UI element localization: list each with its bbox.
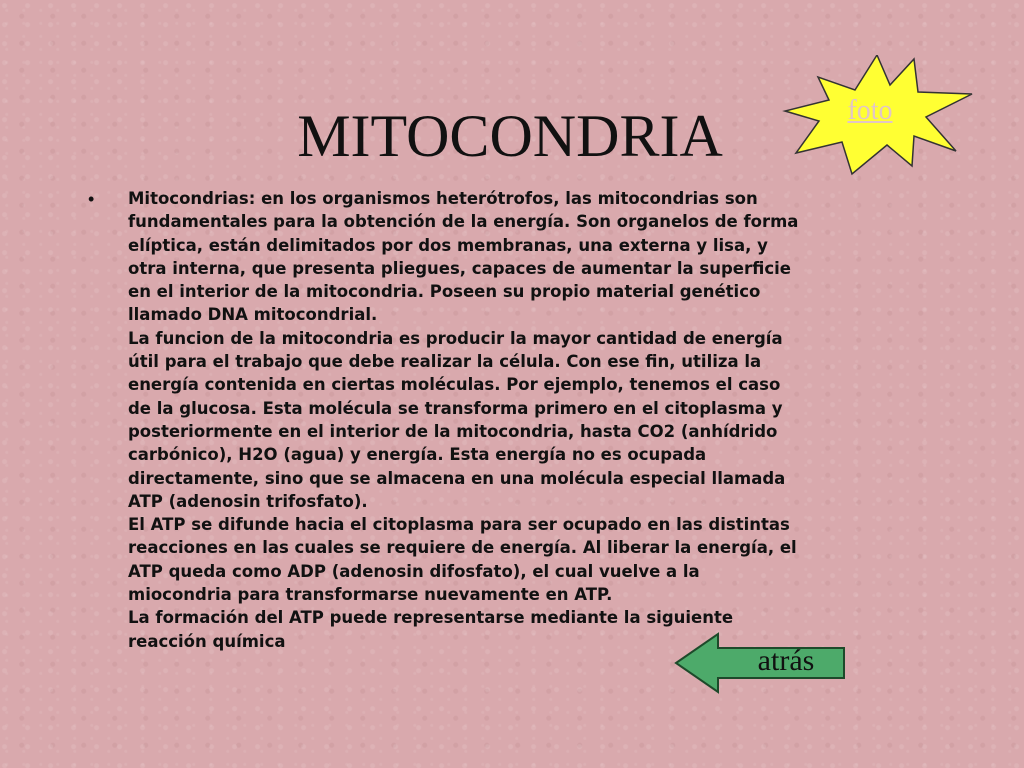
foto-link[interactable] (780, 55, 976, 180)
body-paragraph: Mitocondrias: en los organismos heterótrofos, las mitocondrias son fundamentales para la obtención de la energía. Son organelos de forma elíptica, están delimitados por dos membranas, una externa y lisa, y otra interna, que presenta pliegues, capaces de aumentar la superficie en el interior de la mitocondria. Poseen su propio material genético llamado DNA mitocondrial. La funcion de la mitocondria es producir la mayor cantidad de energía útil para el trabajo que debe realizar la célula. Con ese fin, utiliza la energía contenida en ciertas moléculas. Por ejemplo, tenemos el caso de la glucosa. Esta molécula se transforma primero en el citoplasma y posteriormente en el interior de la mitocondria, hasta CO2 (anhídrido carbónico), H2O (agua) y energía. Esta energía no es ocupada directamente, sino que se almacena en una molécula especial llamada ATP (adenosin trifosfato). El ATP se difunde hacia el citoplasma para ser ocupado en las distintas reacciones en las cuales se requiere de energía. Al liberar la energía, el ATP queda como ADP (adenosin difosfato), el cual vuelve a la miocondria para transformarse nuevamente en ATP. La formación del ATP puede representarse mediante la siguiente reacción química (128, 189, 799, 651)
page-title: MITOCONDRIA (297, 103, 723, 169)
back-button-label[interactable]: atrás (757, 644, 815, 677)
bullet-marker: • (88, 189, 95, 209)
back-button[interactable] (672, 632, 848, 694)
foto-link-label[interactable]: foto (847, 95, 893, 126)
slide-content (88, 187, 938, 653)
